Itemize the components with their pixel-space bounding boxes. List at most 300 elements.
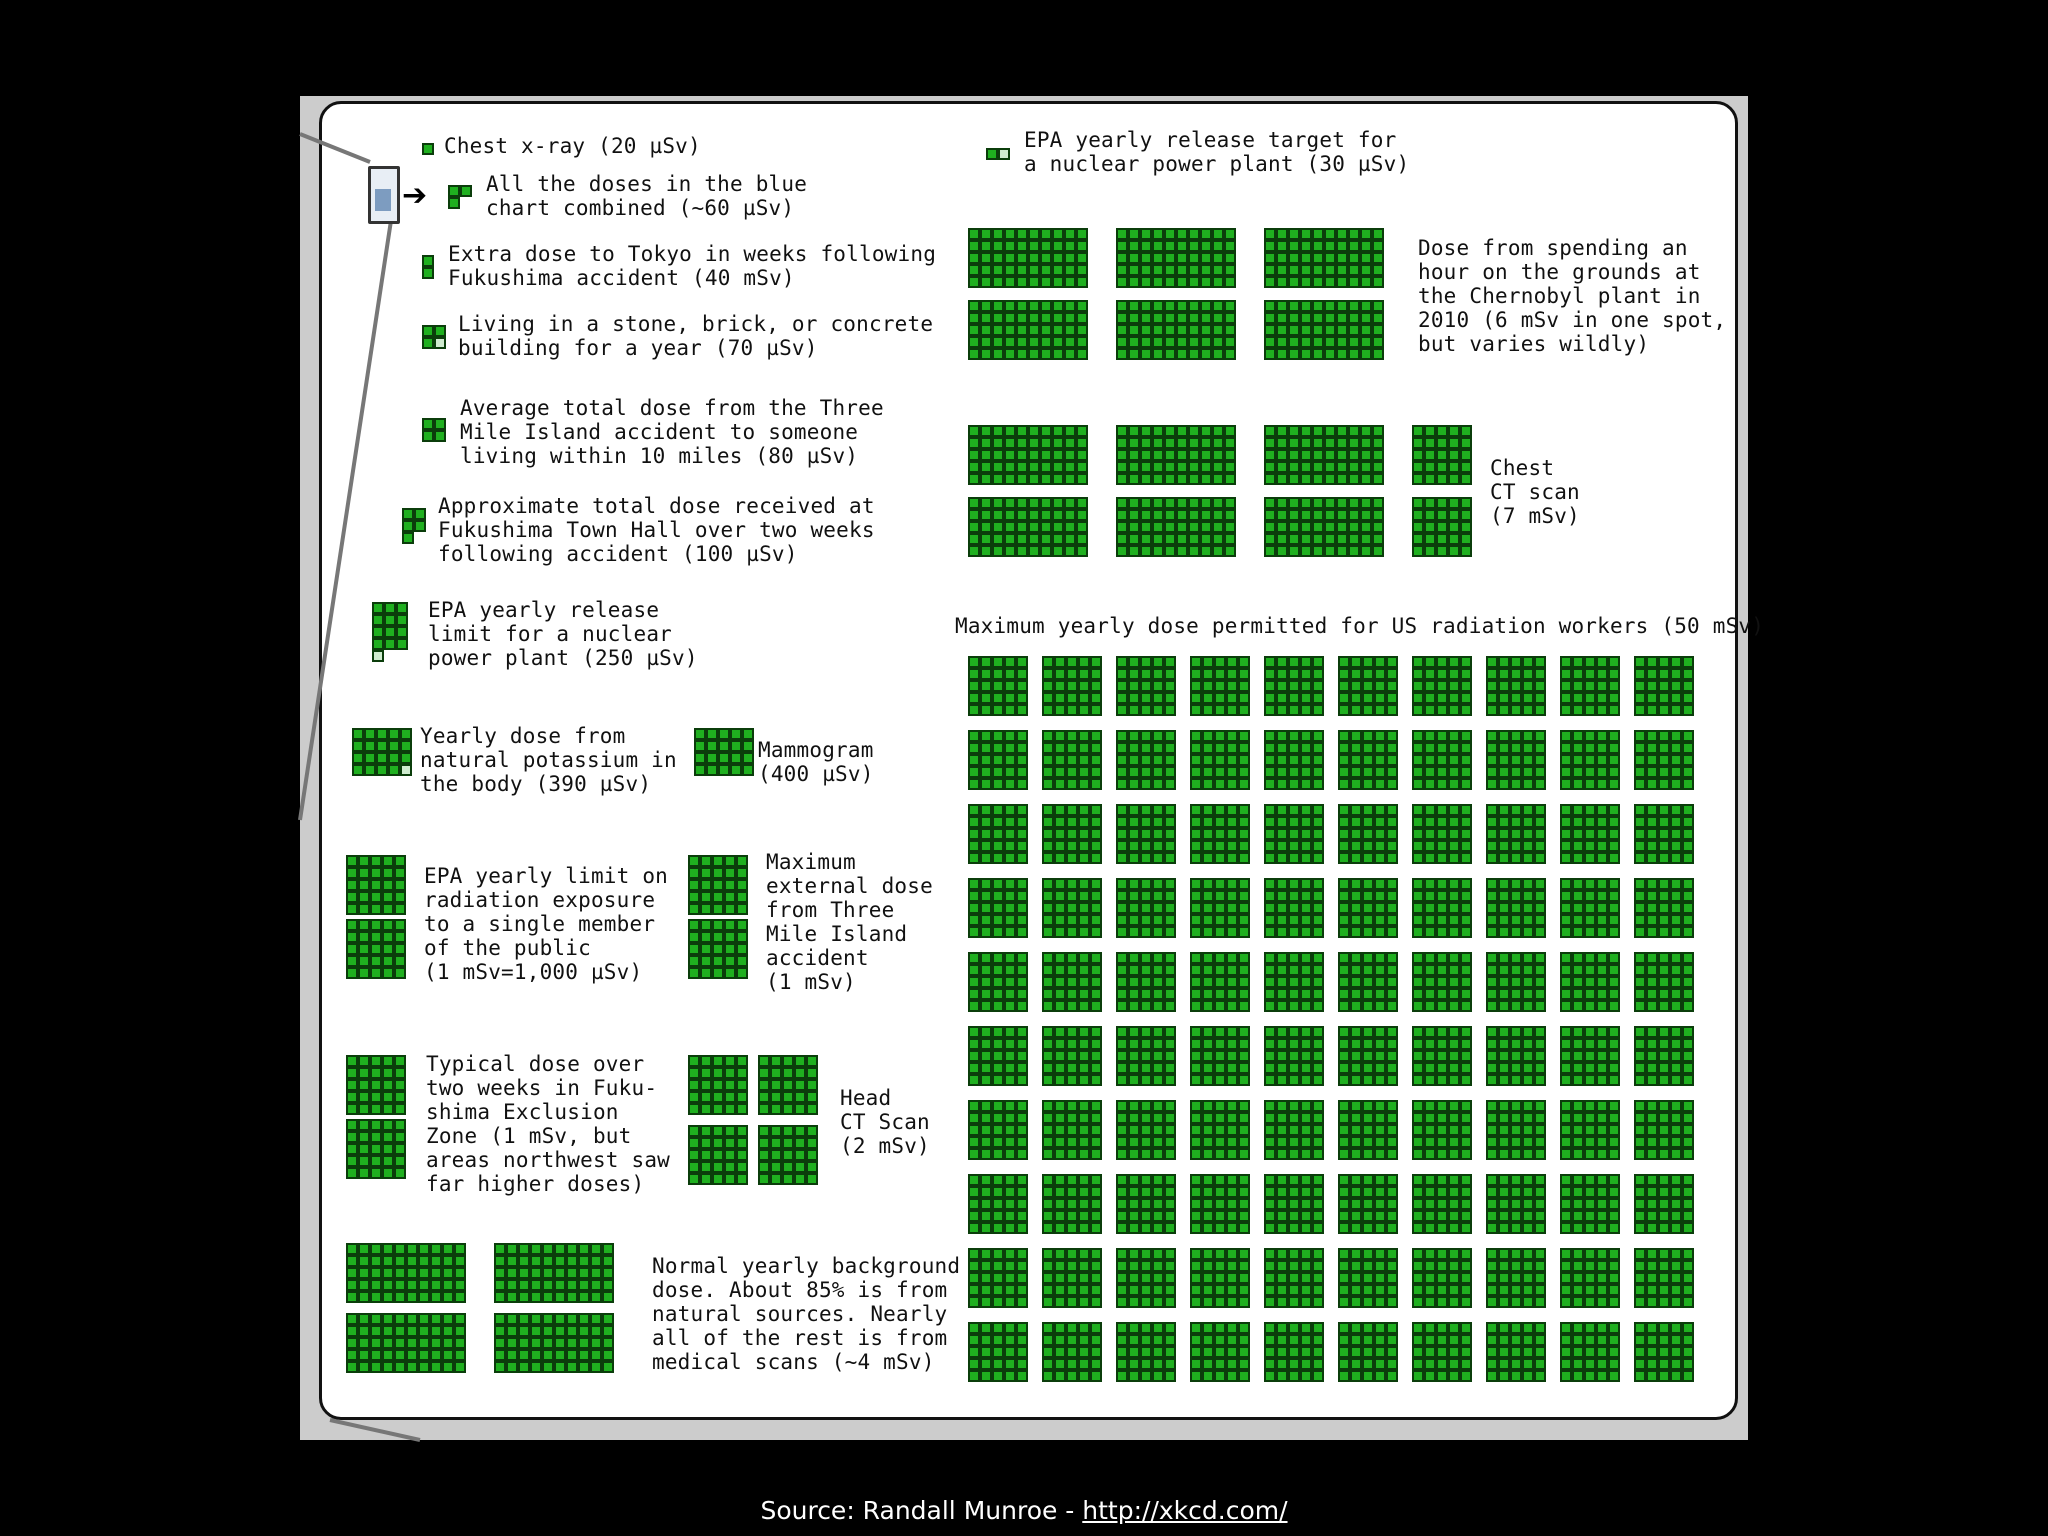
- chest-ct-dose-cell: [1052, 473, 1064, 485]
- us-workers-dose-cell: [1300, 1248, 1312, 1260]
- fukushima-zone-dose-cell: [370, 1079, 382, 1091]
- us-workers-dose-cell: [1634, 766, 1646, 778]
- us-workers-dose-cell: [1016, 1038, 1028, 1050]
- us-workers-dose-cell: [1362, 976, 1374, 988]
- us-workers-dose-cell: [1658, 964, 1670, 976]
- fukushima-zone-dose-cell: [382, 1131, 394, 1143]
- us-workers-dose-cell: [1152, 1124, 1164, 1136]
- three-mile-max-dose-cell: [736, 931, 748, 943]
- us-workers-dose-cell: [1128, 692, 1140, 704]
- chernobyl-dose-cell: [1128, 300, 1140, 312]
- us-workers-dose-cell: [1498, 840, 1510, 852]
- us-workers-dose-cell: [1016, 668, 1028, 680]
- chernobyl-dose-cell: [1336, 264, 1348, 276]
- chernobyl-dose-cell: [1212, 348, 1224, 360]
- us-workers-dose-cell: [992, 1222, 1004, 1234]
- us-workers-dose-cell: [1054, 926, 1066, 938]
- us-workers-dose-cell: [1460, 1174, 1472, 1186]
- us-workers-dose-cell: [1448, 1148, 1460, 1160]
- us-workers-dose-cell: [1634, 988, 1646, 1000]
- us-workers-dose-cell: [1214, 1038, 1226, 1050]
- us-workers-dose-cell: [1386, 976, 1398, 988]
- us-workers-dose-cell: [1386, 766, 1398, 778]
- us-workers-dose-cell: [1128, 778, 1140, 790]
- us-workers-dose-cell: [1066, 668, 1078, 680]
- us-workers-dose-cell: [1116, 1322, 1128, 1334]
- us-workers-dose-cell: [1140, 1100, 1152, 1112]
- us-workers-dose-cell: [1214, 692, 1226, 704]
- us-workers-dose-cell: [1164, 1124, 1176, 1136]
- us-workers-dose-cell: [1670, 952, 1682, 964]
- us-workers-dose-cell: [1264, 816, 1276, 828]
- chest-ct-dose-cell: [1348, 497, 1360, 509]
- chernobyl-dose-cell: [1312, 228, 1324, 240]
- us-workers-dose-cell: [1078, 1100, 1090, 1112]
- us-workers-dose-cell: [1066, 1000, 1078, 1012]
- us-workers-dose-cell: [1042, 742, 1054, 754]
- us-workers-dose-cell: [1202, 1124, 1214, 1136]
- us-workers-dose-cell: [968, 1346, 980, 1358]
- epa-public-limit-dose-cell: [346, 931, 358, 943]
- chest-ct-dose-cell: [1336, 473, 1348, 485]
- us-workers-dose-cell: [1214, 1272, 1226, 1284]
- us-workers-dose-cell: [1016, 1198, 1028, 1210]
- chest-ct-dose-cell: [1040, 449, 1052, 461]
- us-workers-dose-cell: [1534, 1210, 1546, 1222]
- us-workers-dose-cell: [1374, 926, 1386, 938]
- us-workers-dose-cell: [1436, 730, 1448, 742]
- us-workers-dose-cell: [1300, 1284, 1312, 1296]
- us-workers-dose-cell: [1534, 852, 1546, 864]
- us-workers-dose-cell: [1534, 1100, 1546, 1112]
- head-ct-dose-cell: [758, 1079, 770, 1091]
- head-ct-dose-cell: [782, 1067, 794, 1079]
- us-workers-dose-cell: [1078, 1000, 1090, 1012]
- us-workers-dose-cell: [1560, 890, 1572, 902]
- us-workers-dose-cell: [1682, 1000, 1694, 1012]
- us-workers-dose-cell: [1522, 1322, 1534, 1334]
- us-workers-dose-cell: [1534, 1174, 1546, 1186]
- us-workers-dose-cell: [1128, 1334, 1140, 1346]
- chest-ct-dose-cell: [1076, 521, 1088, 533]
- us-workers-dose-cell: [1670, 878, 1682, 890]
- us-workers-dose-cell: [1498, 730, 1510, 742]
- us-workers-dose-cell: [1608, 1174, 1620, 1186]
- us-workers-dose-cell: [1646, 988, 1658, 1000]
- us-workers-dose-cell: [1362, 1148, 1374, 1160]
- us-workers-dose-cell: [1386, 914, 1398, 926]
- chernobyl-dose-cell: [968, 252, 980, 264]
- us-workers-dose-cell: [1436, 1148, 1448, 1160]
- us-workers-dose-cell: [1350, 1038, 1362, 1050]
- us-workers-dose-cell: [1510, 1136, 1522, 1148]
- us-workers-dose-cell: [1042, 1000, 1054, 1012]
- chernobyl-dose-cell: [1040, 276, 1052, 288]
- chest-ct-dose-cell: [1372, 521, 1384, 533]
- chernobyl-dose-cell: [1140, 336, 1152, 348]
- us-workers-dose-cell: [1078, 1284, 1090, 1296]
- us-workers-dose-cell: [1646, 680, 1658, 692]
- chernobyl-dose-cell: [1152, 228, 1164, 240]
- us-workers-dose-cell: [980, 778, 992, 790]
- chest-ct-dose-cell: [968, 437, 980, 449]
- us-workers-dose-cell: [968, 1322, 980, 1334]
- chernobyl-dose-cell: [1288, 252, 1300, 264]
- us-workers-dose-cell: [1226, 816, 1238, 828]
- chest-ct-dose-cell: [980, 437, 992, 449]
- us-workers-dose-cell: [1338, 926, 1350, 938]
- us-workers-dose-cell: [1572, 1038, 1584, 1050]
- head-ct-dose-cell: [700, 1079, 712, 1091]
- us-workers-dose-cell: [1486, 926, 1498, 938]
- us-workers-dose-cell: [968, 1026, 980, 1038]
- us-workers-dose-cell: [1276, 1186, 1288, 1198]
- us-workers-dose-cell: [1386, 1026, 1398, 1038]
- us-workers-dose-cell: [1682, 952, 1694, 964]
- chest-ct-dose-cell: [1324, 533, 1336, 545]
- us-workers-dose-cell: [1140, 1174, 1152, 1186]
- us-workers-dose-cell: [1276, 1050, 1288, 1062]
- chest-ct-dose-cell: [1372, 449, 1384, 461]
- us-workers-dose-cell: [1560, 964, 1572, 976]
- us-workers-dose-cell: [1288, 1334, 1300, 1346]
- us-workers-dose-cell: [1066, 1062, 1078, 1074]
- chest-ct-dose-cell: [1052, 437, 1064, 449]
- head-ct-dose-cell: [806, 1137, 818, 1149]
- us-workers-dose-cell: [1584, 668, 1596, 680]
- us-workers-dose-cell: [1090, 1050, 1102, 1062]
- us-workers-dose-cell: [1584, 1148, 1596, 1160]
- us-workers-dose-cell: [1584, 680, 1596, 692]
- us-workers-dose-cell: [1448, 1124, 1460, 1136]
- us-workers-dose-cell: [1288, 840, 1300, 852]
- head-ct-dose-cell: [806, 1149, 818, 1161]
- chest-ct-dose-cell: [1116, 545, 1128, 557]
- us-workers-dose-cell: [1572, 1186, 1584, 1198]
- chernobyl-dose-cell: [1372, 312, 1384, 324]
- us-workers-dose-cell: [1584, 742, 1596, 754]
- us-workers-dose-cell: [1164, 656, 1176, 668]
- us-workers-dose-cell: [1066, 816, 1078, 828]
- us-workers-dose-cell: [1128, 1284, 1140, 1296]
- us-workers-dose-cell: [1436, 1074, 1448, 1086]
- us-workers-dose-cell: [1486, 1346, 1498, 1358]
- us-workers-dose-cell: [1436, 668, 1448, 680]
- us-workers-dose-cell: [1078, 704, 1090, 716]
- us-workers-dose-cell: [1090, 1112, 1102, 1124]
- us-workers-dose-cell: [1560, 1100, 1572, 1112]
- background-dose-cell: [530, 1337, 542, 1349]
- us-workers-dose-cell: [1312, 1322, 1324, 1334]
- us-workers-dose-cell: [1140, 1000, 1152, 1012]
- head-ct-dose-cell: [688, 1103, 700, 1115]
- us-workers-dose-cell: [1448, 656, 1460, 668]
- us-workers-dose-cell: [968, 1296, 980, 1308]
- us-workers-dose-cell: [1350, 1260, 1362, 1272]
- chernobyl-dose-cell: [1300, 228, 1312, 240]
- us-workers-dose-cell: [1424, 754, 1436, 766]
- us-workers-dose-cell: [1226, 1062, 1238, 1074]
- us-workers-dose-cell: [1226, 1074, 1238, 1086]
- us-workers-dose-cell: [1190, 704, 1202, 716]
- us-workers-dose-cell: [1128, 754, 1140, 766]
- us-workers-dose-cell: [992, 878, 1004, 890]
- chest-ct-dose-cell: [1064, 437, 1076, 449]
- mammogram-dose-cell: [718, 728, 730, 740]
- us-workers-dose-cell: [1300, 816, 1312, 828]
- chest-ct-dose-cell: [1336, 497, 1348, 509]
- us-workers-dose-cell: [1190, 852, 1202, 864]
- us-workers-dose-cell: [1164, 840, 1176, 852]
- us-workers-dose-cell: [1202, 754, 1214, 766]
- us-workers-dose-cell: [1128, 804, 1140, 816]
- us-workers-dose-cell: [1350, 1322, 1362, 1334]
- background-dose-cell: [530, 1243, 542, 1255]
- us-workers-dose-cell: [1140, 1358, 1152, 1370]
- chest-ct-dose-cell: [1076, 449, 1088, 461]
- chest-ct-dose-cell: [1004, 497, 1016, 509]
- us-workers-dose-cell: [1386, 754, 1398, 766]
- us-workers-dose-cell: [1560, 1358, 1572, 1370]
- us-workers-dose-cell: [1412, 1174, 1424, 1186]
- us-workers-dose-cell: [1116, 692, 1128, 704]
- us-workers-dose-cell: [1140, 840, 1152, 852]
- chernobyl-dose-cell: [1336, 276, 1348, 288]
- us-workers-dose-cell: [1572, 890, 1584, 902]
- chest-ct-dose-cell: [1164, 533, 1176, 545]
- us-workers-dose-cell: [1140, 1334, 1152, 1346]
- us-workers-dose-cell: [1634, 890, 1646, 902]
- us-workers-dose-cell: [1634, 1074, 1646, 1086]
- us-workers-dose-cell: [1202, 816, 1214, 828]
- us-workers-dose-cell: [1522, 1112, 1534, 1124]
- us-workers-dose-cell: [1498, 1038, 1510, 1050]
- us-workers-dose-cell: [1226, 926, 1238, 938]
- us-workers-dose-cell: [1128, 1186, 1140, 1198]
- chest-ct-dose-cell: [1424, 473, 1436, 485]
- us-workers-dose-cell: [992, 1050, 1004, 1062]
- us-workers-dose-cell: [1128, 1346, 1140, 1358]
- chernobyl-dose-cell: [1076, 264, 1088, 276]
- epa-public-limit-dose-cell: [382, 931, 394, 943]
- background-dose-cell: [494, 1279, 506, 1291]
- us-workers-dose-cell: [1054, 1136, 1066, 1148]
- us-workers-dose-cell: [1116, 828, 1128, 840]
- us-workers-dose-cell: [1534, 1026, 1546, 1038]
- us-workers-dose-cell: [1016, 852, 1028, 864]
- us-workers-dose-cell: [1436, 1296, 1448, 1308]
- us-workers-dose-cell: [980, 890, 992, 902]
- us-workers-dose-cell: [992, 964, 1004, 976]
- us-workers-dose-cell: [1164, 730, 1176, 742]
- background-dose-cell: [578, 1361, 590, 1373]
- chest-ct-dose-cell: [1176, 449, 1188, 461]
- chernobyl-dose-cell: [1040, 300, 1052, 312]
- us-workers-dose-cell: [1078, 902, 1090, 914]
- chest-ct-dose-cell: [1448, 449, 1460, 461]
- chernobyl-dose-cell: [1264, 264, 1276, 276]
- us-workers-dose-cell: [992, 840, 1004, 852]
- us-workers-dose-cell: [1682, 1124, 1694, 1136]
- us-workers-dose-cell: [1338, 1210, 1350, 1222]
- chernobyl-dose-cell: [1116, 228, 1128, 240]
- us-workers-dose-cell: [1128, 704, 1140, 716]
- us-workers-dose-cell: [1560, 1074, 1572, 1086]
- us-workers-dose-cell: [1264, 926, 1276, 938]
- us-workers-dose-cell: [1312, 1174, 1324, 1186]
- us-workers-dose-cell: [1078, 952, 1090, 964]
- us-workers-dose-cell: [1560, 692, 1572, 704]
- us-workers-dose-cell: [1042, 754, 1054, 766]
- us-workers-dose-cell: [1412, 1334, 1424, 1346]
- us-workers-dose-cell: [1498, 926, 1510, 938]
- us-workers-dose-cell: [1424, 1358, 1436, 1370]
- us-workers-dose-cell: [1350, 988, 1362, 1000]
- us-workers-dose-cell: [1276, 988, 1288, 1000]
- chest-ct-dose-cell: [1224, 449, 1236, 461]
- chernobyl-dose-cell: [1360, 240, 1372, 252]
- us-workers-dose-cell: [1460, 692, 1472, 704]
- us-workers-dose-cell: [1682, 1186, 1694, 1198]
- us-workers-dose-cell: [1522, 1210, 1534, 1222]
- chernobyl-dose-cell: [1004, 264, 1016, 276]
- us-workers-dose-cell: [1448, 840, 1460, 852]
- us-workers-dose-cell: [1412, 1358, 1424, 1370]
- us-workers-dose-cell: [1584, 754, 1596, 766]
- us-workers-dose-cell: [1424, 1284, 1436, 1296]
- head-ct-dose-cell: [770, 1067, 782, 1079]
- us-workers-dose-cell: [1670, 1222, 1682, 1234]
- us-workers-dose-cell: [1362, 828, 1374, 840]
- us-workers-dose-cell: [1386, 742, 1398, 754]
- chernobyl-dose-cell: [1264, 336, 1276, 348]
- chest-ct-dose-cell: [1276, 461, 1288, 473]
- us-workers-dose-cell: [1140, 1272, 1152, 1284]
- us-workers-dose-cell: [1424, 1222, 1436, 1234]
- us-workers-dose-cell: [1350, 1136, 1362, 1148]
- epa-public-limit-dose-cell: [394, 943, 406, 955]
- us-workers-dose-cell: [1646, 1062, 1658, 1074]
- us-workers-dose-cell: [1202, 976, 1214, 988]
- us-workers-dose-cell: [1572, 1050, 1584, 1062]
- us-workers-dose-cell: [1572, 1198, 1584, 1210]
- us-workers-dose-cell: [1004, 902, 1016, 914]
- us-workers-dose-cell: [1584, 1112, 1596, 1124]
- us-workers-dose-cell: [1288, 1112, 1300, 1124]
- us-workers-dose-cell: [1042, 976, 1054, 988]
- us-workers-dose-cell: [1214, 1358, 1226, 1370]
- us-workers-dose-cell: [1312, 1000, 1324, 1012]
- chest-ct-dose-cell: [1312, 461, 1324, 473]
- us-workers-dose-cell: [1152, 828, 1164, 840]
- us-workers-dose-cell: [1190, 804, 1202, 816]
- us-workers-dose-cell: [968, 1334, 980, 1346]
- us-workers-dose-cell: [1042, 804, 1054, 816]
- chest-ct-dose-cell: [1372, 545, 1384, 557]
- us-workers-dose-cell: [992, 1038, 1004, 1050]
- us-workers-dose-cell: [1264, 914, 1276, 926]
- us-workers-dose-cell: [1338, 1296, 1350, 1308]
- us-workers-dose-cell: [1560, 1062, 1572, 1074]
- us-workers-dose-cell: [1362, 1272, 1374, 1284]
- head-ct-dose-cell: [688, 1161, 700, 1173]
- chest-ct-dose-cell: [1164, 437, 1176, 449]
- chest-ct-dose-cell: [1336, 437, 1348, 449]
- us-workers-dose-cell: [1164, 1174, 1176, 1186]
- us-workers-dose-cell: [1608, 1038, 1620, 1050]
- us-workers-dose-cell: [1460, 730, 1472, 742]
- us-workers-dose-cell: [1090, 914, 1102, 926]
- fukushima-zone-dose-cell: [382, 1103, 394, 1115]
- background-dose-cell: [442, 1337, 454, 1349]
- three-mile-max-dose-cell: [700, 955, 712, 967]
- us-workers-dose-cell: [1078, 1210, 1090, 1222]
- us-workers-dose-cell: [1288, 1100, 1300, 1112]
- us-workers-dose-cell: [1264, 680, 1276, 692]
- us-workers-dose-cell: [1350, 1198, 1362, 1210]
- us-workers-dose-cell: [1202, 1296, 1214, 1308]
- us-workers-dose-cell: [1608, 1198, 1620, 1210]
- us-workers-dose-cell: [1190, 742, 1202, 754]
- us-workers-dose-cell: [1238, 730, 1250, 742]
- us-workers-dose-cell: [1374, 1062, 1386, 1074]
- chest-ct-dose-cell: [1300, 437, 1312, 449]
- source-link[interactable]: http://xkcd.com/: [1082, 1496, 1288, 1525]
- head-ct-dose-cell: [770, 1173, 782, 1185]
- three-mile-max-dose-cell: [688, 931, 700, 943]
- us-workers-dose-cell: [1608, 1210, 1620, 1222]
- us-workers-dose-cell: [1054, 952, 1066, 964]
- us-workers-dose-cell: [1004, 1062, 1016, 1074]
- us-workers-dose-cell: [1214, 1186, 1226, 1198]
- us-workers-dose-cell: [1264, 1038, 1276, 1050]
- us-workers-dose-cell: [1054, 1272, 1066, 1284]
- fukushima-zone-dose-cell: [358, 1167, 370, 1179]
- background-dose-cell: [506, 1325, 518, 1337]
- us-workers-dose-cell: [1264, 668, 1276, 680]
- us-workers-dose-cell: [1424, 1272, 1436, 1284]
- fukushima-zone-dose-cell: [382, 1055, 394, 1067]
- us-workers-dose-cell: [1608, 902, 1620, 914]
- us-workers-dose-cell: [1448, 1222, 1460, 1234]
- chest-ct-dose-cell: [1128, 497, 1140, 509]
- us-workers-dose-cell: [1016, 828, 1028, 840]
- us-workers-dose-cell: [1670, 1296, 1682, 1308]
- us-workers-dose-cell: [1152, 1346, 1164, 1358]
- background-dose-cell: [418, 1267, 430, 1279]
- chernobyl-dose-cell: [1052, 336, 1064, 348]
- us-workers-dose-cell: [1116, 704, 1128, 716]
- head-ct-dose-cell: [736, 1149, 748, 1161]
- chest-ct-dose-cell: [1140, 473, 1152, 485]
- us-workers-dose-cell: [1016, 766, 1028, 778]
- us-workers-dose-cell: [1498, 766, 1510, 778]
- us-workers-dose-cell: [1004, 804, 1016, 816]
- head-ct-dose-cell: [794, 1067, 806, 1079]
- us-workers-dose-cell: [1448, 742, 1460, 754]
- chest-xray-dose-cell: [422, 143, 434, 155]
- us-workers-dose-cell: [1374, 730, 1386, 742]
- us-workers-dose-cell: [1362, 1038, 1374, 1050]
- us-workers-dose-cell: [1004, 988, 1016, 1000]
- us-workers-dose-cell: [1658, 1026, 1670, 1038]
- chest-ct-dose-cell: [1064, 545, 1076, 557]
- us-workers-dose-cell: [1190, 1198, 1202, 1210]
- us-workers-dose-cell: [1386, 804, 1398, 816]
- chernobyl-dose-cell: [1052, 312, 1064, 324]
- chest-ct-dose-cell: [1028, 449, 1040, 461]
- us-workers-dose-cell: [1066, 902, 1078, 914]
